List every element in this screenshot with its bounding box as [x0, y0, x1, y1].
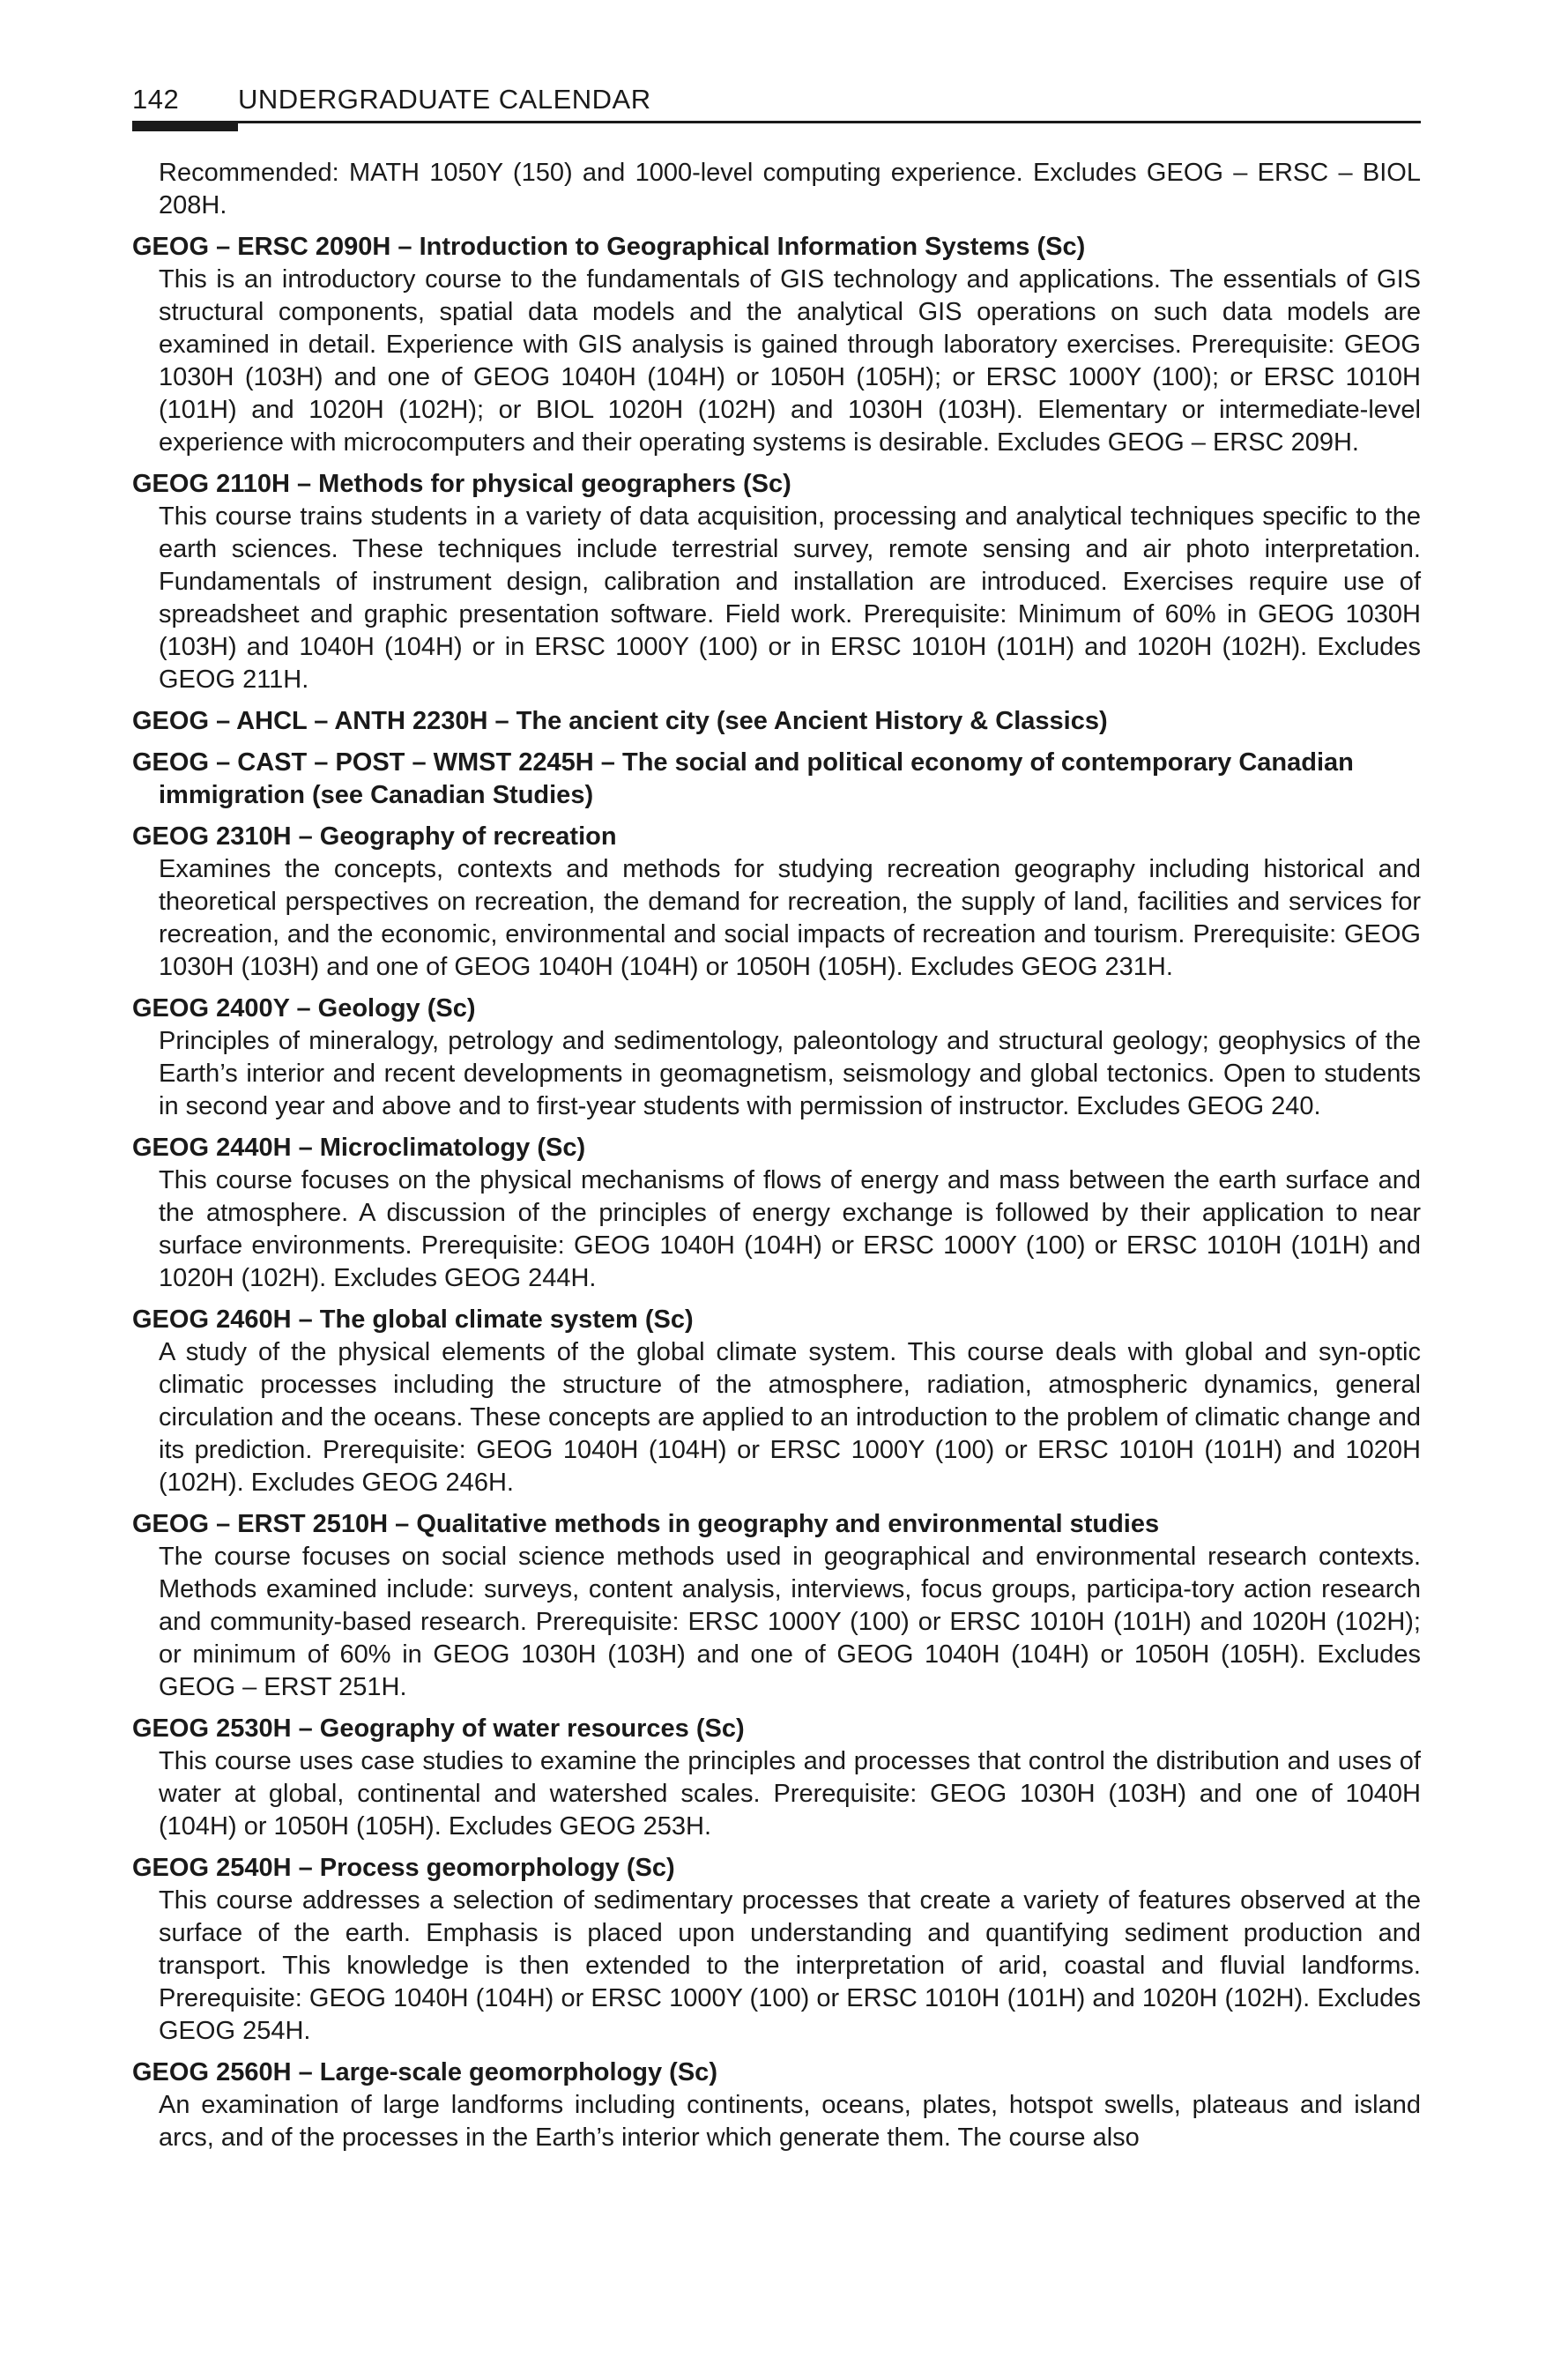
course-description: This is an introductory course to the fundamentals of GIS technology and applications. The essentials of GIS structural components, spatial data models and the analytical GIS operations on such data models are examined in detail. Experience with GIS analysis is gained through laboratory exercises. Prerequisite: GEOG 1030H (103H) and one of GEOG 1040H (104H) or 1050H (105H); or ERSC 1000Y (100); or ERSC 1010H (101H) and 1020H (102H); or BIOL 1020H (102H) and 1030H (103H). Elementary or intermediate-level experience with microcomputers and their operating systems is desirable. Excludes GEOG – ERSC 209H. — [159, 265, 1421, 457]
course-title: GEOG – ERST 2510H – Qualitative methods in geography and environmental studies — [132, 1510, 1160, 1538]
course-listing — [132, 157, 1421, 2163]
header-rule — [132, 121, 1421, 123]
course-description: This course trains students in a variety of data acquisition, processing and analytical techniques specific to the earth sciences. These techniques include terrestrial survey, remote sensing and air photo interpretation. Fundamentals of instrument design, calibration and installation are introduced. Exercises require use of spreadsheet and graphic presentation software. Field work. Prerequisite: Minimum of 60% in GEOG 1030H (103H) and 1040H (104H) or in ERSC 1000Y (100) or in ERSC 1010H (101H) and 1020H (102H). Excludes GEOG 211H. — [159, 502, 1421, 694]
running-head — [132, 84, 651, 115]
course-description: A study of the physical elements of the global climate system. This course deals with global and syn-optic climatic processes including the structure of the atmosphere, radiation, atmospheric dynamics, general circulation and the oceans. These concepts are applied to an introduction to the problem of climatic change and its prediction. Prerequisite: GEOG 1040H (104H) or ERSC 1000Y (100) or ERSC 1010H (101H) and 1020H (102H). Excludes GEOG 246H. — [159, 1338, 1421, 1497]
course-title: GEOG 2540H – Process geomorphology (Sc) — [132, 1854, 675, 1882]
course-entry — [132, 705, 1421, 738]
course-entry — [132, 993, 1421, 1123]
course-title: GEOG 2460H – The global climate system (Sc) — [132, 1305, 694, 1334]
course-entry — [132, 231, 1421, 459]
course-title: GEOG 2110H – Methods for physical geographers (Sc) — [132, 470, 791, 498]
course-entry — [132, 1852, 1421, 2048]
course-title: GEOG 2400Y – Geology (Sc) — [132, 994, 476, 1023]
course-description: This course focuses on the physical mechanisms of flows of energy and mass between the earth surface and the atmosphere. A discussion of the principles of energy exchange is followed by their application to near surface environments. Prerequisite: GEOG 1040H (104H) or ERSC 1000Y (100) or ERSC 1010H (101H) and 1020H (102H). Excludes GEOG 244H. — [159, 1166, 1421, 1292]
course-entry — [132, 1132, 1421, 1295]
course-description: Principles of mineralogy, petrology and sedimentology, paleontology and structural geology; geophysics of the Earth’s interior and recent developments in geomagnetism, seismology and global tectonics. Open to students in second year and above and to first-year students with permission of instructor. Excludes GEOG 240. — [159, 1027, 1421, 1120]
course-description: This course addresses a selection of sedimentary processes that create a variety of features observed at the surface of the earth. Emphasis is placed upon understanding and quantifying sediment production and transport. This knowledge is then extended to the interpretation of arid, coastal and fluvial landforms. Prerequisite: GEOG 1040H (104H) or ERSC 1000Y (100) or ERSC 1010H (101H) and 1020H (102H). Excludes GEOG 254H. — [159, 1886, 1421, 2045]
page-number: 142 — [132, 84, 180, 115]
header-title: UNDERGRADUATE CALENDAR — [238, 84, 651, 115]
course-entry — [132, 468, 1421, 696]
course-title: GEOG 2560H – Large-scale geomorphology (Sc) — [132, 2058, 717, 2086]
continued-description: Recommended: MATH 1050Y (150) and 1000-level computing experience. Excludes GEOG – ERSC – BIOL 208H. — [159, 159, 1421, 219]
course-entry — [132, 1713, 1421, 1843]
course-entry — [132, 747, 1421, 812]
course-title: GEOG – ERSC 2090H – Introduction to Geographical Information Systems (Sc) — [132, 233, 1086, 261]
header-rule-accent — [132, 121, 238, 131]
course-title: GEOG 2310H – Geography of recreation — [132, 822, 617, 851]
course-description: Examines the concepts, contexts and methods for studying recreation geography including historical and theoretical perspectives on recreation, the demand for recreation, the supply of land, facilities and services for recreation, and the economic, environmental and social impacts of recreation and tourism. Prerequisite: GEOG 1030H (103H) and one of GEOG 1040H (104H) or 1050H (105H). Excludes GEOG 231H. — [159, 855, 1421, 981]
page-header — [132, 84, 1421, 128]
course-title: GEOG – AHCL – ANTH 2230H – The ancient city (see Ancient History & Classics) — [132, 707, 1108, 735]
course-description: This course uses case studies to examine the principles and processes that control the distribution and uses of water at global, continental and watershed scales. Prerequisite: GEOG 1030H (103H) and one of 1040H (104H) or 1050H (105H). Excludes GEOG 253H. — [159, 1747, 1421, 1841]
course-title: GEOG 2530H – Geography of water resources (Sc) — [132, 1714, 745, 1743]
course-entry — [132, 1304, 1421, 1499]
course-title: GEOG – CAST – POST – WMST 2245H – The social and political economy of contemporary Canadian immigration (see Canadian Studies) — [132, 748, 1354, 809]
course-entry — [132, 821, 1421, 984]
course-entry — [132, 2056, 1421, 2154]
course-entry — [132, 1508, 1421, 1704]
course-description: The course focuses on social science methods used in geographical and environmental research contexts. Methods examined include: surveys, content analysis, interviews, focus groups, participa-tory action research and community-based research. Prerequisite: ERSC 1000Y (100) or ERSC 1010H (101H) and 1020H (102H); or minimum of 60% in GEOG 1030H (103H) and one of GEOG 1040H (104H) or 1050H (105H). Excludes GEOG – ERST 251H. — [159, 1543, 1421, 1701]
course-description: An examination of large landforms including continents, oceans, plates, hotspot swells, plateaus and island arcs, and of the processes in the Earth’s interior which generate them. The course also — [159, 2091, 1421, 2152]
course-title: GEOG 2440H – Microclimatology (Sc) — [132, 1134, 586, 1162]
